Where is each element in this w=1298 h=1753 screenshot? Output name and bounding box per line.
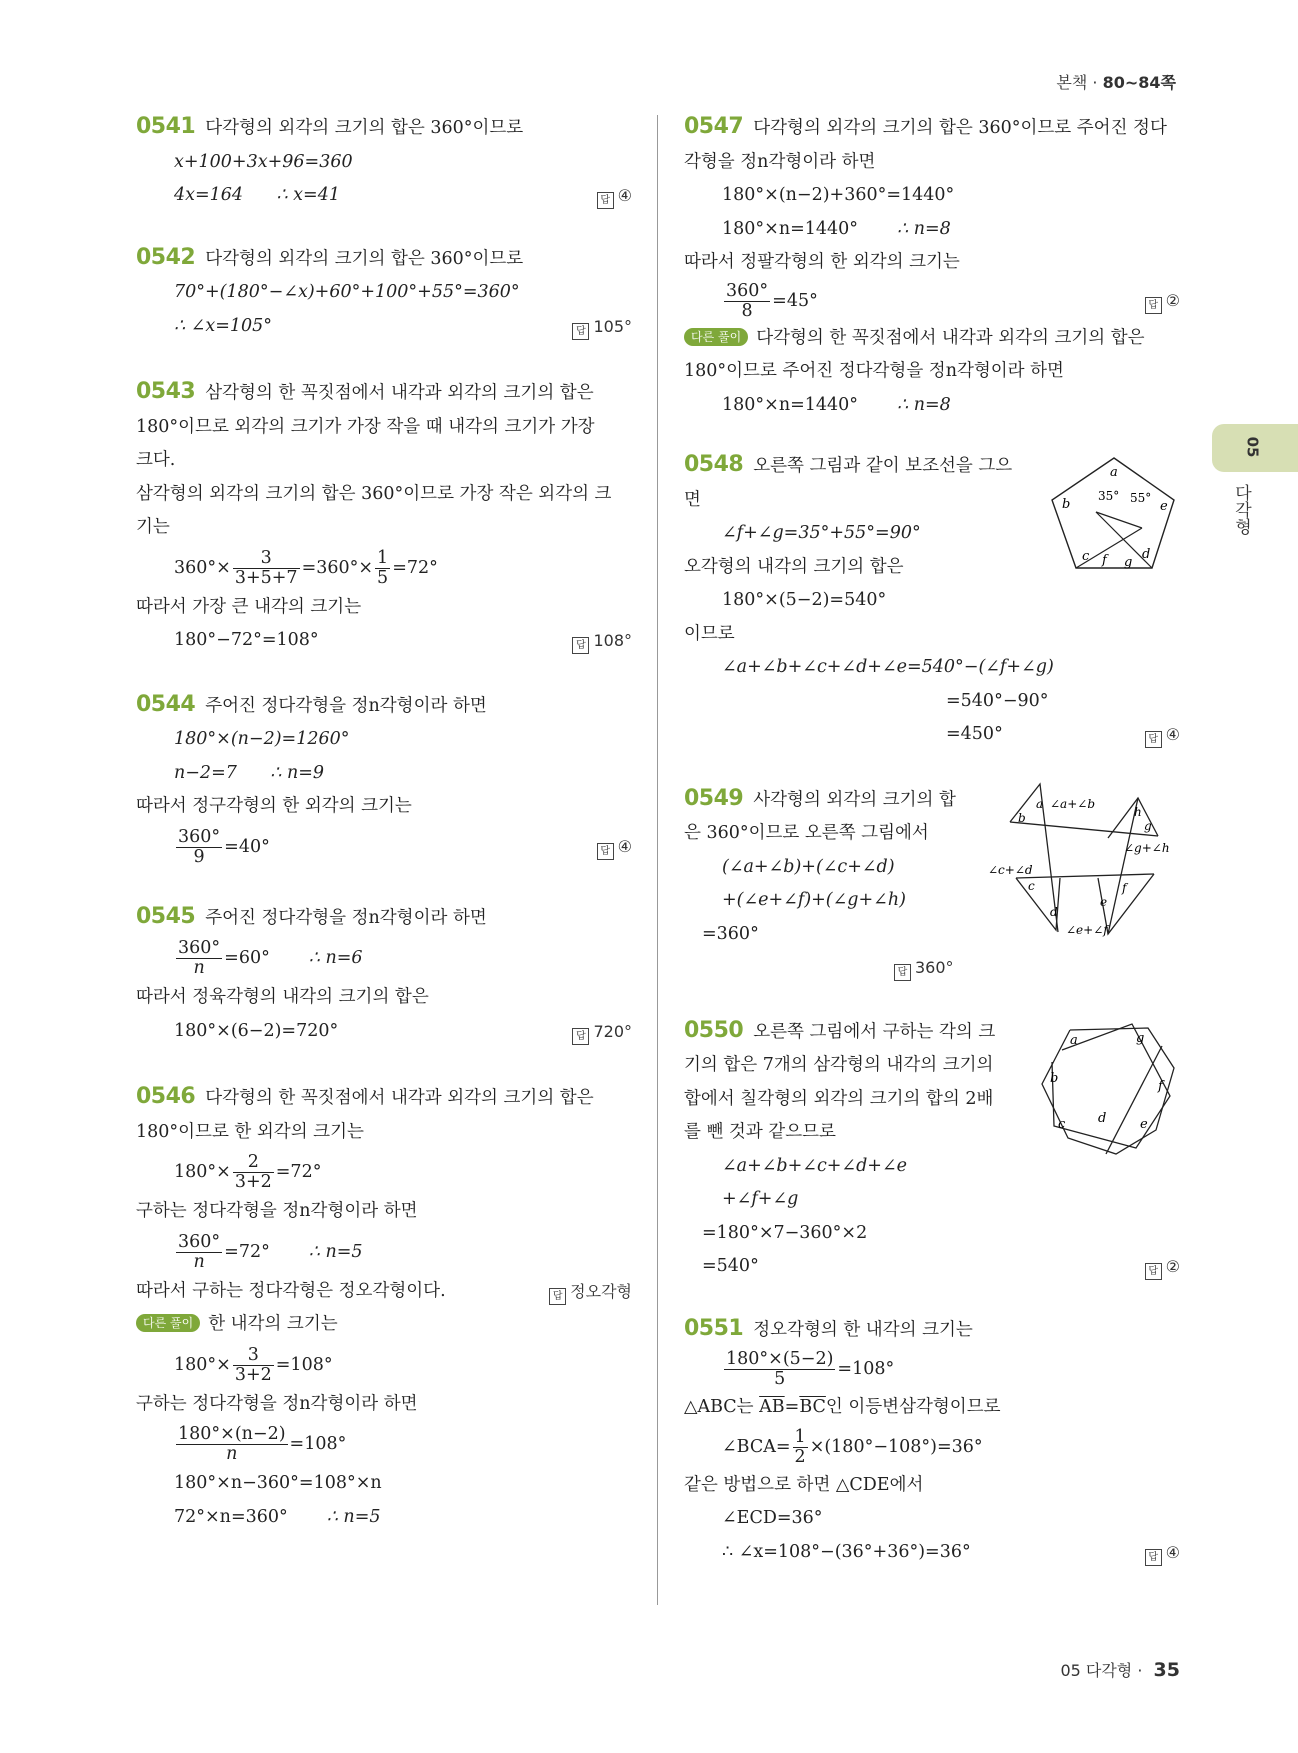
problem-number: 0542	[136, 244, 196, 270]
equation: ∴ n=8	[897, 394, 951, 415]
problem-0547	[684, 110, 1180, 422]
text: 다각형의 외각의 크기의 합은 360°이므로 주어진 정다	[753, 118, 1167, 138]
denominator: 5	[377, 567, 389, 588]
label-35: 35°	[1098, 489, 1120, 503]
text: 다각형의 외각의 크기의 합은 360°이므로	[205, 248, 524, 269]
equation: ∠f+∠g=35°+55°=90°	[722, 523, 921, 543]
answer-mark-icon: 답	[894, 964, 911, 981]
text: 같은 방법으로 하면 △CDE에서	[684, 1474, 924, 1495]
label-b: b	[1018, 810, 1026, 825]
equation: =60°	[224, 948, 270, 968]
text: 기의 합은 7개의 삼각형의 내각의 크기의	[684, 1055, 994, 1075]
text: 삼각형의 외각의 크기의 합은 360°이므로 가장 작은 외각의 크	[136, 483, 612, 504]
answer	[572, 624, 632, 658]
answer	[1145, 1250, 1180, 1284]
label-e: e	[1160, 499, 1168, 514]
text: 180°이므로 한 외각의 크기는	[136, 1121, 364, 1142]
column-divider	[657, 115, 658, 1605]
text: 인 이등변삼각형이므로	[825, 1397, 1001, 1417]
text: 오른쪽 그림에서 구하는 각의 크	[753, 1021, 996, 1042]
equation: 70°+(180°−∠x)+60°+100°+55°=360°	[174, 282, 520, 302]
equation: =72°	[224, 1241, 270, 1262]
label-d: d	[1098, 1110, 1107, 1126]
numerator: 360°	[178, 826, 221, 847]
equation: (∠a+∠b)+(∠c+∠d)	[722, 856, 895, 877]
fraction	[176, 1425, 288, 1464]
label-d: d	[1050, 904, 1058, 919]
equation: 180°×n=1440°	[722, 218, 859, 239]
page-number: 35	[1153, 1659, 1180, 1681]
equation: =72°	[275, 1162, 322, 1182]
text: 사각형의 외각의 크기의 합	[753, 789, 956, 810]
text: 다각형의 한 꼭짓점에서 내각과 외각의 크기의 합은	[756, 327, 1145, 348]
denominator: 2	[794, 1446, 806, 1467]
problem-0548	[684, 448, 1180, 752]
text: 한 내각의 크기는	[208, 1314, 338, 1334]
equation: =108°	[275, 1354, 333, 1375]
answer-value: 105°	[593, 316, 632, 336]
equation: 180°×	[174, 1354, 231, 1375]
text: △ABC는	[684, 1397, 760, 1417]
alt-solution-badge: 다른 풀이	[136, 1314, 200, 1332]
problem-number: 0547	[684, 114, 744, 139]
problem-number: 0546	[136, 1084, 196, 1109]
equation: =450°	[946, 724, 1003, 744]
text: 180°이므로 주어진 정다각형을 정n각형이라 하면	[684, 361, 1064, 381]
problem-number: 0543	[136, 379, 196, 404]
answer	[549, 1275, 632, 1309]
text: 따라서 정팔각형의 한 외각의 크기는	[684, 252, 960, 272]
equation: +(∠e+∠f)+(∠g+∠h)	[722, 890, 906, 910]
numerator: 180°×(5−2)	[726, 1349, 834, 1369]
equation: ∴ n=9	[270, 762, 325, 783]
label-c: c	[1058, 1116, 1066, 1132]
label-b: b	[1062, 497, 1071, 512]
equation: ∠ECD=36°	[722, 1508, 823, 1528]
equation: ∴ n=6	[308, 948, 363, 968]
equation: ∴ n=5	[326, 1506, 381, 1527]
label-f: f	[1158, 1078, 1163, 1094]
fraction	[375, 549, 390, 588]
equation: =540°	[702, 1256, 759, 1276]
problem-number: 0551	[684, 1315, 744, 1341]
denominator: n	[193, 1251, 205, 1272]
answer-mark-icon: 답	[572, 1028, 589, 1045]
numerator: 2	[233, 1153, 274, 1173]
fraction	[233, 1346, 274, 1385]
answer-mark-icon: 답	[1145, 1263, 1162, 1280]
chapter-number: 05	[1243, 436, 1262, 458]
equation: 180°−72°=108°	[174, 630, 319, 650]
header-book: 본책	[1056, 73, 1088, 92]
answer-value: 정오각형	[570, 1281, 632, 1301]
answer-mark-icon: 답	[1145, 731, 1162, 748]
numerator: 360°	[178, 1231, 221, 1252]
label-g: g	[1124, 555, 1133, 570]
label-ef: ∠e+∠f	[1066, 922, 1108, 937]
problem-0541	[136, 110, 632, 213]
answer	[1145, 1536, 1180, 1570]
numerator: 360°	[726, 280, 769, 301]
denominator: 8	[741, 300, 753, 321]
denominator: 5	[774, 1369, 786, 1389]
equation: 72°×n=360°	[174, 1506, 288, 1527]
text: 오각형의 내각의 크기의 합은	[684, 556, 904, 577]
equation: 360°×	[174, 557, 231, 578]
equation: =180°×7−360°×2	[702, 1222, 868, 1243]
equation: ×(180°−108°)=36°	[809, 1436, 983, 1457]
problem-number: 0548	[684, 452, 744, 477]
text: =	[784, 1397, 800, 1417]
equation: 180°×n=1440°	[722, 394, 859, 415]
fraction	[724, 282, 770, 321]
equation: =360°	[702, 923, 759, 944]
answer	[597, 824, 632, 870]
label-a: a	[1070, 1032, 1078, 1048]
equation: =40°	[224, 836, 270, 857]
answer-value: ④	[617, 836, 632, 856]
problem-number: 0541	[136, 114, 196, 139]
equation: =108°	[837, 1359, 895, 1379]
numerator: 1	[794, 1426, 806, 1447]
label-cd: ∠c+∠d	[988, 862, 1033, 877]
answer-value: 720°	[593, 1021, 632, 1041]
text: 오른쪽 그림과 같이 보조선을 그으	[753, 456, 1013, 476]
text: 주어진 정다각형을 정n각형이라 하면	[205, 695, 487, 716]
answer-value: 108°	[593, 631, 632, 650]
label-c: c	[1028, 878, 1035, 893]
segment-ab: $\overline{AB}$	[759, 1397, 785, 1417]
text: 다각형의 한 꼭짓점에서 내각과 외각의 크기의 합은	[205, 1088, 594, 1108]
answer-value: ④	[1165, 725, 1180, 744]
answer-value: ④	[617, 186, 632, 205]
answer	[597, 179, 632, 213]
problem-0551	[684, 1312, 1180, 1570]
problem-0542	[136, 241, 632, 344]
answer-value: ②	[1165, 290, 1180, 310]
label-55: 55°	[1130, 491, 1152, 505]
answer-mark-icon: 답	[597, 843, 614, 860]
denominator: 3+2	[234, 1172, 272, 1192]
numerator: 1	[377, 547, 389, 568]
label-a: a	[1036, 796, 1044, 811]
pentagon-figure	[1042, 452, 1182, 572]
denominator: 3+2	[234, 1364, 272, 1385]
equation: ∠BCA=	[722, 1436, 791, 1457]
answer-value: ④	[1165, 1542, 1180, 1562]
equation: ∴ n=5	[308, 1241, 363, 1262]
equation: ∴ ∠x=108°−(36°+36°)=36°	[722, 1541, 971, 1562]
label-d: d	[1142, 547, 1151, 562]
quadrilateral-figure	[988, 778, 1184, 940]
label-b: b	[1050, 1070, 1059, 1086]
problem-number: 0550	[684, 1017, 744, 1043]
text: 구하는 정다각형을 정n각형이라 하면	[136, 1201, 418, 1221]
equation: 180°×(5−2)=540°	[722, 590, 887, 610]
label-g: g	[1136, 1030, 1145, 1046]
text: 정오각형의 한 내각의 크기는	[753, 1319, 973, 1340]
label-a: a	[1110, 465, 1118, 480]
answer-mark-icon: 답	[597, 192, 614, 209]
equation: 180°×(n−2)+360°=1440°	[722, 185, 955, 205]
numerator: 3	[233, 1346, 274, 1366]
left-column	[136, 110, 632, 1534]
fraction	[176, 1233, 222, 1272]
text: 따라서 정구각형의 한 외각의 크기는	[136, 796, 412, 816]
text: 기는	[136, 517, 170, 537]
equation: 180°×	[174, 1162, 231, 1182]
problem-number: 0545	[136, 903, 196, 929]
equation: +∠f+∠g	[722, 1189, 799, 1209]
answer-mark-icon: 답	[549, 1288, 566, 1305]
numerator: 3	[233, 549, 300, 569]
equation: 180°×(n−2)=1260°	[174, 729, 350, 749]
problem-0550	[684, 1014, 1180, 1284]
answer	[1145, 280, 1180, 322]
equation: =45°	[772, 290, 818, 311]
equation: =360°×	[301, 557, 374, 578]
answer-value: 360°	[915, 958, 954, 977]
denominator: 3+5+7	[234, 567, 298, 588]
problem-number: 0544	[136, 691, 196, 717]
right-column	[684, 110, 1180, 1569]
text: 크다.	[136, 450, 176, 470]
text: 이므로	[684, 623, 735, 644]
label-ab: ∠a+∠b	[1050, 796, 1095, 811]
label-gh: ∠g+∠h	[1124, 840, 1170, 855]
equation: =540°−90°	[946, 690, 1049, 711]
footer-chapter: 05 다각형	[1060, 1661, 1133, 1680]
text: 은 360°이므로 오른쪽 그림에서	[684, 823, 929, 843]
label-g: g	[1144, 818, 1152, 833]
problem-0549	[684, 782, 1180, 986]
denominator: n	[226, 1444, 238, 1464]
label-f: f	[1102, 553, 1107, 568]
chapter-tab	[1212, 424, 1298, 472]
chapter-title: 다각형	[1231, 484, 1251, 535]
label-e: e	[1100, 894, 1108, 909]
equation: 180°×n−360°=108°×n	[174, 1473, 382, 1493]
text: 다각형의 외각의 크기의 합은 360°이므로	[205, 118, 524, 138]
text: 삼각형의 한 꼭짓점에서 내각과 외각의 크기의 합은	[205, 383, 594, 403]
fraction	[176, 828, 222, 867]
star-figure	[1032, 1010, 1182, 1158]
problem-0544	[136, 688, 632, 870]
problem-0543	[136, 375, 632, 658]
fraction	[233, 1153, 274, 1192]
equation: =72°	[392, 557, 438, 578]
answer	[894, 958, 954, 977]
fraction	[233, 549, 300, 588]
equation: ∠a+∠b+∠c+∠d+∠e	[722, 1155, 907, 1176]
equation: x+100+3x+96=360	[174, 151, 353, 172]
problem-0545	[136, 900, 632, 1049]
header-pages: 80~84쪽	[1102, 73, 1176, 92]
alt-solution-badge: 다른 풀이	[684, 328, 748, 346]
answer	[572, 1015, 632, 1049]
segment-bc: $\overline{BC}$	[799, 1397, 826, 1417]
label-h: h	[1134, 804, 1142, 819]
answer	[1145, 718, 1180, 752]
label-e: e	[1140, 1116, 1148, 1132]
text: 따라서 구하는 정다각형은 정오각형이다.	[136, 1280, 446, 1301]
equation: ∠a+∠b+∠c+∠d+∠e=540°−(∠f+∠g)	[722, 657, 1054, 677]
equation: ∴ n=8	[897, 218, 951, 239]
text: 합에서 칠각형의 외각의 크기의 합의 2배	[684, 1088, 994, 1109]
text: 를 뺀 것과 같으므로	[684, 1122, 836, 1142]
numerator: 180°×(n−2)	[178, 1424, 286, 1444]
denominator: n	[193, 958, 205, 978]
equation: =108°	[289, 1434, 347, 1454]
text: 주어진 정다각형을 정n각형이라 하면	[205, 907, 487, 928]
fraction	[724, 1350, 835, 1389]
fraction	[793, 1428, 808, 1467]
equation: ∴ ∠x=105°	[174, 315, 273, 336]
equation: 180°×(6−2)=720°	[174, 1020, 339, 1041]
label-c: c	[1082, 549, 1090, 564]
page-header: 본책 · 80~84쪽	[1056, 73, 1176, 92]
text: 구하는 정다각형을 정n각형이라 하면	[136, 1393, 418, 1414]
answer-mark-icon: 답	[572, 637, 589, 654]
equation: 4x=164	[174, 185, 244, 205]
answer-mark-icon: 답	[1145, 1549, 1162, 1566]
text: 각형을 정n각형이라 하면	[684, 151, 876, 172]
fraction	[176, 939, 222, 978]
text: 180°이므로 외각의 크기가 가장 작을 때 내각의 크기가 가장	[136, 416, 595, 437]
equation: ∴ x=41	[276, 185, 340, 205]
problem-0546	[136, 1080, 632, 1534]
answer-value: ②	[1165, 1257, 1180, 1276]
numerator: 360°	[178, 938, 221, 958]
text: 따라서 정육각형의 내각의 크기의 합은	[136, 987, 429, 1007]
problem-number: 0549	[684, 785, 744, 811]
page-footer: 05 다각형 · 35	[1060, 1659, 1180, 1681]
answer-mark-icon: 답	[572, 323, 589, 340]
text: 면	[684, 489, 701, 510]
equation: n−2=7	[174, 762, 237, 783]
answer-mark-icon: 답	[1145, 297, 1162, 314]
answer	[572, 310, 632, 344]
text: 따라서 가장 큰 내각의 크기는	[136, 596, 362, 617]
label-f: f	[1122, 880, 1127, 895]
denominator: 9	[193, 846, 205, 867]
